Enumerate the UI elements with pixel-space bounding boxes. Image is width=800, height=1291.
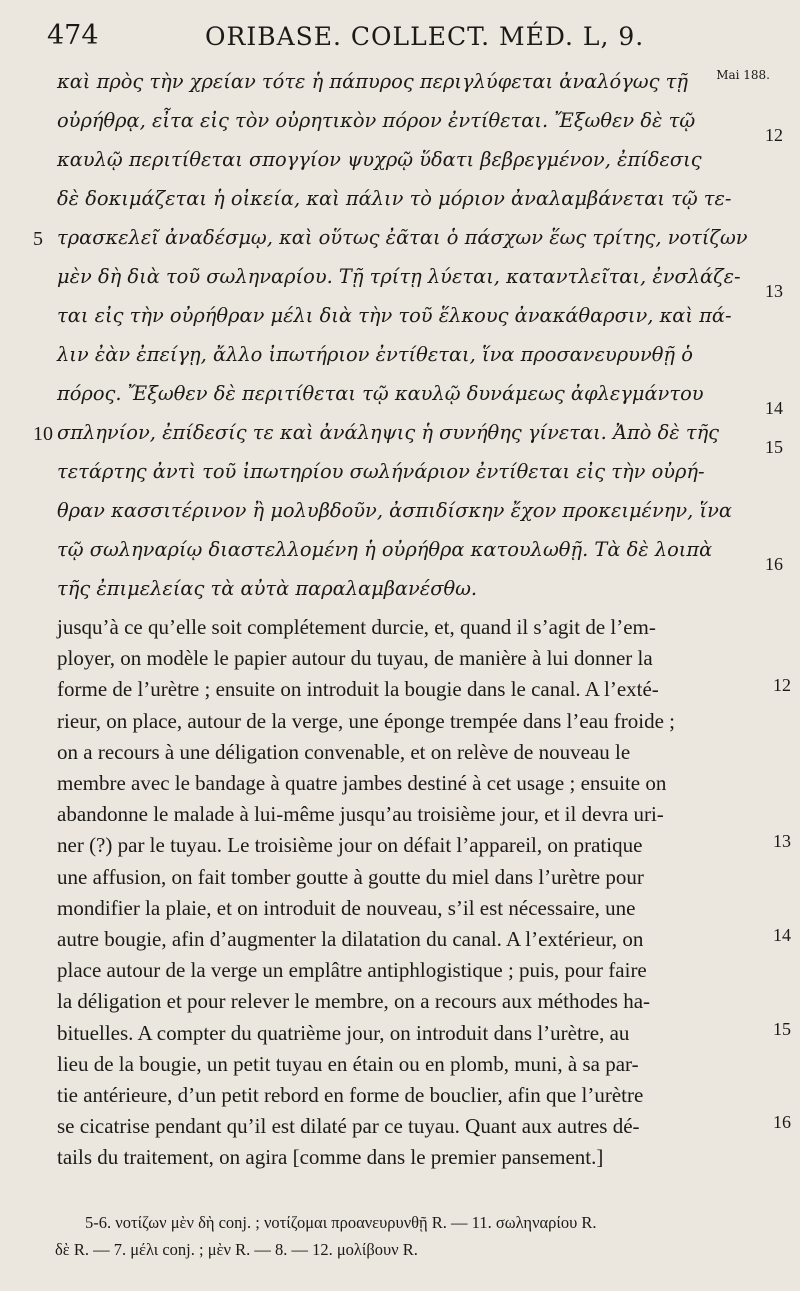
- french-line: se cicatrise pendant qu’il est dilaté par ce tuyau. Quant aux autres dé-: [57, 1114, 640, 1139]
- french-margin-ref: 16: [773, 1112, 791, 1133]
- french-margin-ref: 12: [773, 675, 791, 696]
- greek-line: λιν ἐὰν ἐπείγῃ, ἄλλο ἰπωτήριον ἐντίθεται, ἵνα προσανευρυνθῇ ὁ: [57, 343, 693, 366]
- running-title: ORIBASE. COLLECT. MÉD. L, 9.: [205, 22, 645, 51]
- page-number: 474: [47, 20, 99, 51]
- footnote-line: 5-6. νοτίζων μὲν δὴ conj. ; νοτίζομαι προανευρυνθῇ R. — 11. σωληναρίου R.: [85, 1213, 597, 1232]
- french-line: mondifier la plaie, et on introduit de nouveau, s’il est nécessaire, une: [57, 895, 636, 920]
- greek-margin-ref: 14: [765, 398, 783, 418]
- french-line: abandonne le malade à lui-même jusqu’au troisième jour, et il devra uri-: [57, 802, 664, 827]
- greek-line: καυλῷ περιτίθεται σπογγίον ψυχρῷ ὕδατι βεβρεγμένον, ἐπίδεσις: [57, 148, 702, 171]
- greek-line-number: 10: [33, 423, 53, 445]
- greek-line: τῆς ἐπιμελείας τὰ αὐτὰ παραλαμβανέσθω.: [57, 577, 478, 600]
- french-line: la déligation et pour relever le membre, on a recours aux méthodes ha-: [57, 989, 651, 1014]
- greek-margin-ref: 15: [765, 437, 783, 457]
- french-line: autre bougie, afin d’augmenter la dilatation du canal. A l’extérieur, on: [57, 927, 644, 951]
- greek-margin-ref: 13: [765, 281, 783, 301]
- french-line: une affusion, on fait tomber goutte à goutte du miel dans l’urètre pour: [57, 864, 644, 889]
- french-line: ner (?) par le tuyau. Le troisième jour on défait l’appareil, on pratique: [57, 833, 643, 858]
- footnote-line: δὲ R. — 7. μέλι conj. ; μὲν R. — 8. — 12. μολίβουν R.: [55, 1240, 418, 1259]
- french-line: bituelles. A compter du quatrième jour, on introduit dans l’urètre, au: [57, 1020, 630, 1045]
- greek-margin-ref: 16: [765, 554, 783, 574]
- greek-line: ται εἰς τὴν οὐρήθραν μέλι διὰ τὴν τοῦ ἕλκους ἀνακάθαρσιν, καὶ πά-: [57, 304, 732, 327]
- french-margin-ref: 15: [773, 1018, 791, 1039]
- greek-line: τρασκελεῖ ἀναδέσμῳ, καὶ οὕτως ἐᾶται ὁ πάσχων ἕως τρίτης, νοτίζων: [57, 226, 748, 249]
- french-margin-ref: 13: [773, 831, 791, 852]
- french-line: membre avec le bandage à quatre jambes destiné à cet usage ; ensuite on: [57, 771, 667, 795]
- greek-line: σπληνίον, ἐπίδεσίς τε καὶ ἀνάληψις ἡ συνήθης γίνεται. Ἀπὸ δὲ τῆς: [57, 421, 720, 444]
- greek-line: πόρος. Ἔξωθεν δὲ περιτίθεται τῷ καυλῷ δυνάμεως ἀφλεγμάντου: [57, 382, 704, 405]
- margin-date-note: Mai 188.: [716, 68, 770, 82]
- french-line: forme de l’urètre ; ensuite on introduit la bougie dans le canal. A l’exté-: [57, 677, 659, 702]
- french-line: jusqu’à ce qu’elle soit complétement durcie, et, quand il s’agit de l’em-: [57, 615, 656, 639]
- greek-line: τῷ σωληναρίῳ διαστελλομένη ἡ οὐρήθρα κατουλωθῇ. Τὰ δὲ λοιπὰ: [57, 538, 713, 561]
- page-header: [0, 18, 800, 58]
- greek-line: δὲ δοκιμάζεται ἡ οἰκεία, καὶ πάλιν τὸ μόριον ἀναλαμβάνεται τῷ τε-: [57, 187, 732, 210]
- french-line: on a recours à une déligation convenable, et on relève de nouveau le: [57, 739, 631, 764]
- greek-line-number: 5: [33, 228, 43, 250]
- french-line: tails du traitement, on agira [comme dans le premier pansement.]: [57, 1145, 604, 1170]
- greek-margin-ref: 12: [765, 125, 783, 145]
- greek-line: τετάρτης ἀντὶ τοῦ ἰπωτηρίου σωλήνάριον ἐντίθεται εἰς τὴν οὐρή-: [57, 460, 705, 483]
- french-line: lieu de la bougie, un petit tuyau en étain ou en plomb, muni, à sa par-: [57, 1051, 639, 1076]
- greek-line: θραν κασσιτέρινον ἢ μολυβδοῦν, ἀσπιδίσκην ἔχον προκειμένην, ἵνα: [57, 499, 732, 522]
- french-line: ployer, on modèle le papier autour du tuyau, de manière à lui donner la: [57, 646, 653, 671]
- french-line: tie antérieure, d’un petit rebord en forme de bouclier, afin que l’urètre: [57, 1083, 644, 1107]
- french-margin-ref: 14: [773, 925, 791, 945]
- greek-line: μὲν δὴ διὰ τοῦ σωληναρίου. Τῇ τρίτῃ λύεται, καταντλεῖται, ἐνσλάζε-: [57, 265, 741, 288]
- french-line: place autour de la verge un emplâtre antiphlogistique ; puis, pour faire: [57, 958, 647, 983]
- greek-line: καὶ πρὸς τὴν χρείαν τότε ἡ πάπυρος περιγλύφεται ἀναλόγως τῇ: [57, 70, 688, 93]
- french-line: rieur, on place, autour de la verge, une éponge trempée dans l’eau froide ;: [57, 708, 676, 733]
- greek-line: οὐρήθρᾳ, εἶτα εἰς τὸν οὐρητικὸν πόρον ἐντίθεται. Ἔξωθεν δὲ τῷ: [57, 109, 696, 132]
